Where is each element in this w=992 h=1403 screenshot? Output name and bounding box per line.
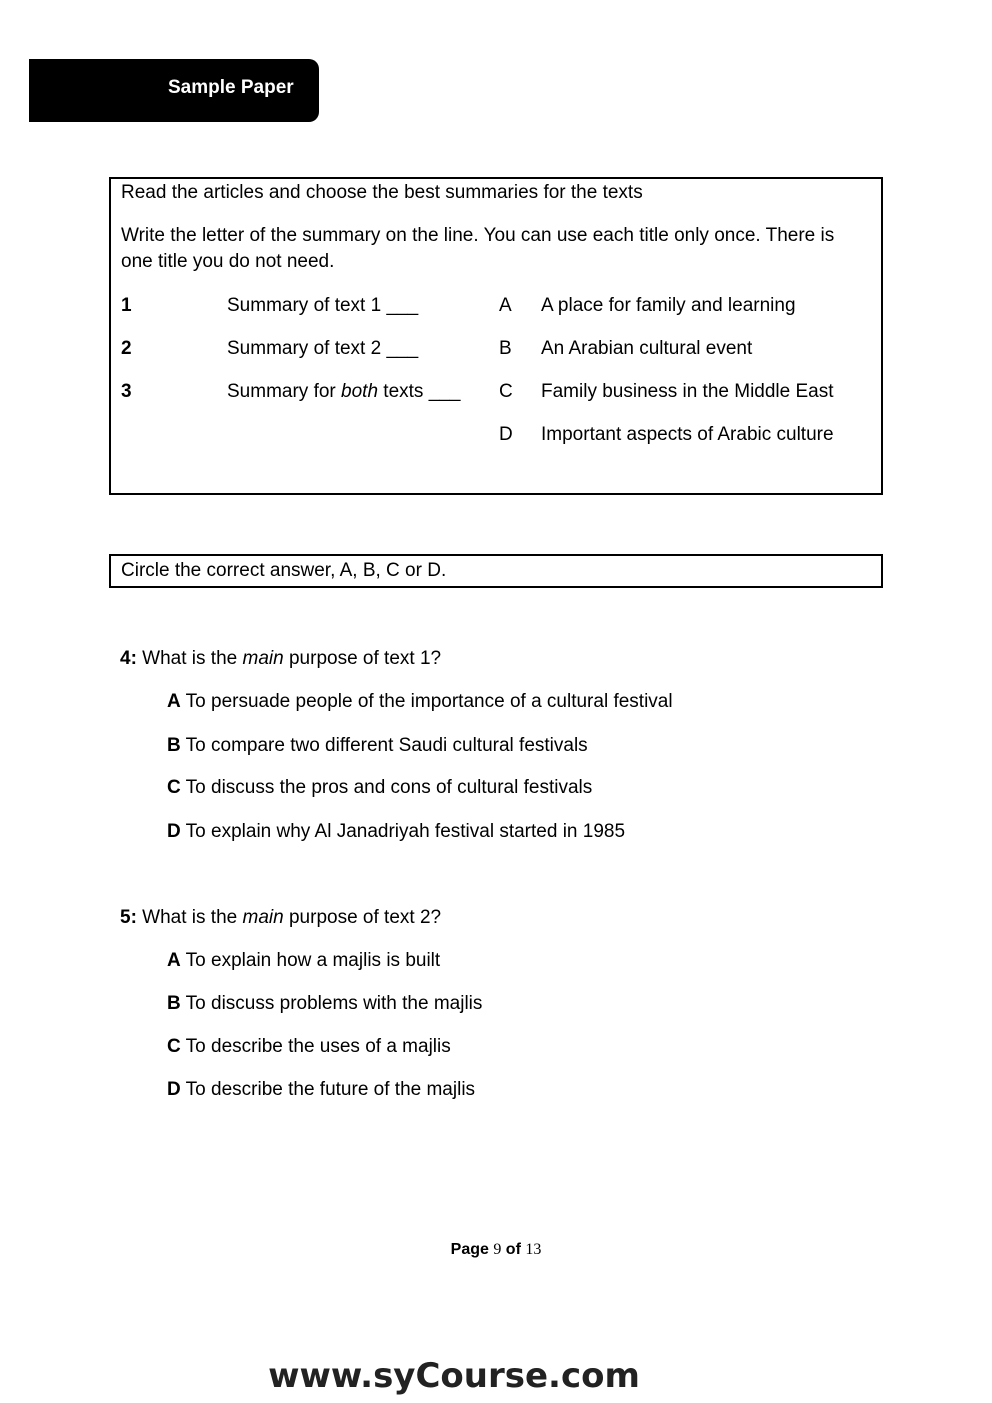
option-letter: B xyxy=(499,338,512,359)
answer-option: A To persuade people of the importance of a cultural festival xyxy=(167,691,673,712)
circle-answer-box xyxy=(109,554,883,588)
sample-paper-tab xyxy=(29,59,319,122)
answer-option: C To describe the uses of a majlis xyxy=(167,1036,451,1057)
item-summary-text: Summary of text 1 ___ xyxy=(227,295,419,316)
item-number: 2 xyxy=(121,338,132,359)
answer-option: D To explain why Al Janadriyah festival started in 1985 xyxy=(167,821,626,842)
option-text: A place for family and learning xyxy=(541,295,796,316)
item-number: 3 xyxy=(121,381,132,402)
item-summary-text: Summary for both texts ___ xyxy=(227,381,461,402)
answer-option: D To describe the future of the majlis xyxy=(167,1079,476,1100)
page-number: Page 9 of 13 xyxy=(450,1241,542,1258)
item-summary-text: Summary of text 2 ___ xyxy=(227,338,419,359)
option-text: Family business in the Middle East xyxy=(541,381,834,402)
instructions-line1: Read the articles and choose the best summaries for the texts xyxy=(121,182,643,203)
item-number: 1 xyxy=(121,295,132,316)
question-4: 4: What is the main purpose of text 1? xyxy=(120,648,442,669)
answer-option: B To compare two different Saudi cultural festivals xyxy=(167,735,588,756)
option-letter: C xyxy=(499,381,513,402)
question-5: 5: What is the main purpose of text 2? xyxy=(120,907,442,928)
option-text: Important aspects of Arabic culture xyxy=(541,424,834,445)
instructions-box xyxy=(109,177,883,495)
answer-option: C To discuss the pros and cons of cultural festivals xyxy=(167,777,593,798)
answer-option: A To explain how a majlis is built xyxy=(167,950,441,971)
option-text: An Arabian cultural event xyxy=(541,338,753,359)
option-letter: D xyxy=(499,424,513,445)
website-watermark: www.syCourse.com xyxy=(268,1356,640,1396)
circle-instruction: Circle the correct answer, A, B, C or D. xyxy=(121,560,447,581)
option-letter: A xyxy=(499,295,512,316)
tab-label: Sample Paper xyxy=(168,77,294,98)
answer-option: B To discuss problems with the majlis xyxy=(167,993,483,1014)
instructions-line2: Write the letter of the summary on the line. You can use each title only once. There is one title you do not need. xyxy=(121,225,835,272)
